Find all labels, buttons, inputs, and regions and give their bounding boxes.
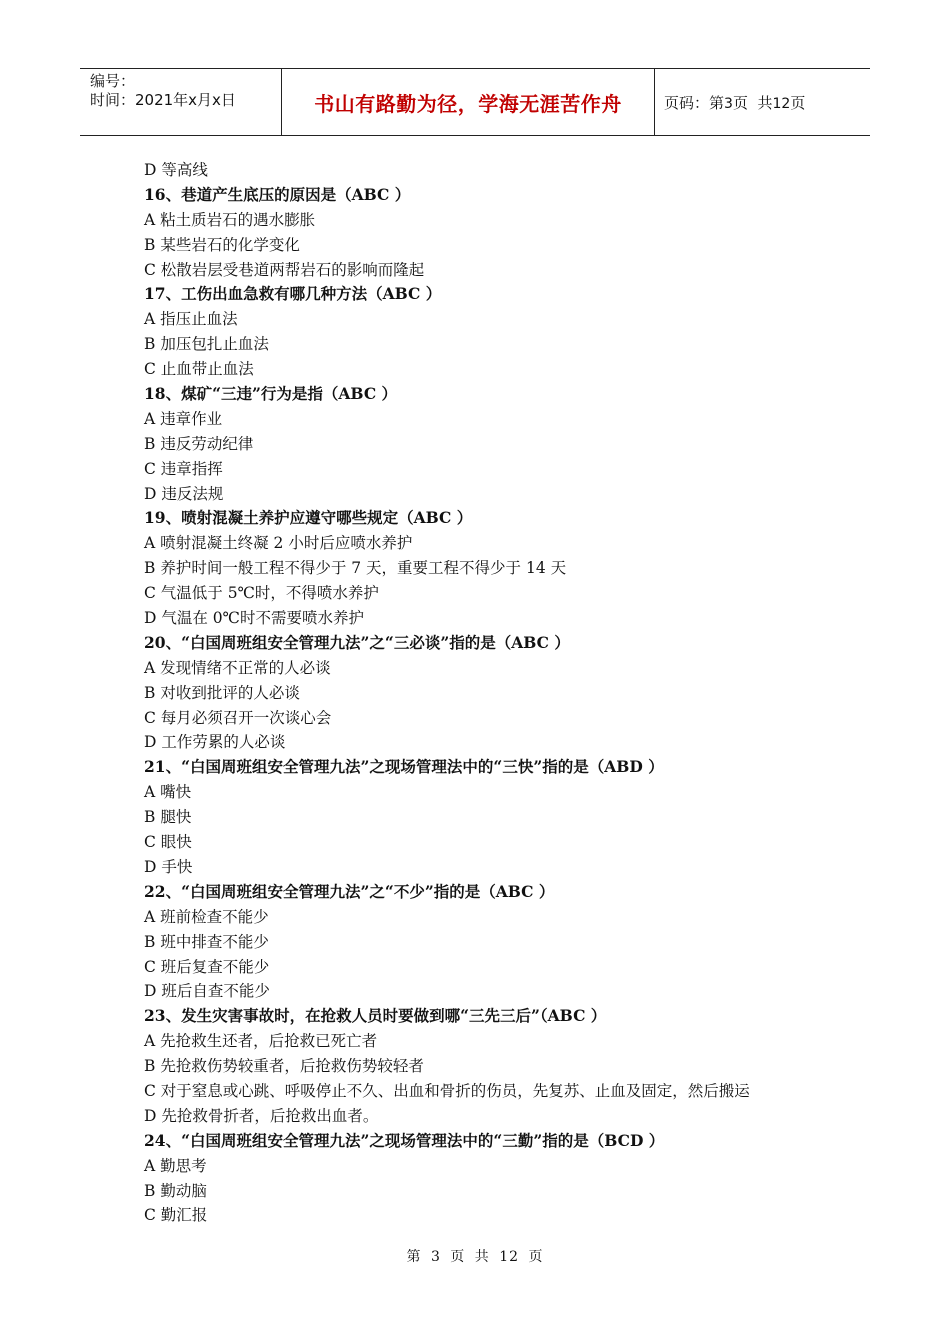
answer-option: D 等高线 xyxy=(144,161,208,179)
answer-option: A 粘土质岩石的遇水膨胀 xyxy=(144,210,316,229)
answer-option: B 腿快 xyxy=(144,808,192,827)
answer-option: B 违反劳动纪律 xyxy=(144,434,254,453)
answer-option: A 嘴快 xyxy=(144,783,192,802)
answer-option: D 班后自查不能少 xyxy=(144,982,270,1001)
page-header xyxy=(80,68,870,136)
document-time-label: 时间：2021年x月x日 xyxy=(90,91,236,109)
answer-option: C 对于窒息或心跳、呼吸停止不久、出血和骨折的伤员，先复苏、止血及固定，然后搬运 xyxy=(144,1081,750,1100)
answer-option: A 勤思考 xyxy=(144,1156,207,1175)
answer-option: D 气温在 0℃时不需要喷水养护 xyxy=(144,609,364,628)
page-current: 3 xyxy=(724,95,733,112)
answer-option: D 先抢救骨折者，后抢救出血者。 xyxy=(144,1106,379,1125)
answer-option: C 眼快 xyxy=(144,833,192,852)
answer-option: C 松散岩层受巷道两帮岩石的影响而隆起 xyxy=(144,260,425,279)
answer-option: A 先抢救生还者，后抢救已死亡者 xyxy=(144,1032,378,1051)
document-number-label: 编号： xyxy=(90,72,136,90)
answer-option: D 工作劳累的人必谈 xyxy=(144,733,286,752)
question-text: 18、煤矿“三违”行为是指（ABC ） xyxy=(144,384,398,404)
answer-option: A 违章作业 xyxy=(144,409,223,428)
answer-option: A 班前检查不能少 xyxy=(144,907,269,926)
answer-option: B 加压包扎止血法 xyxy=(144,335,269,354)
document-body xyxy=(144,158,844,1228)
answer-option: B 先抢救伤势较重者，后抢救伤势较轻者 xyxy=(144,1057,424,1076)
page-total: 12 xyxy=(772,95,791,112)
answer-option: C 勤汇报 xyxy=(144,1206,208,1225)
question-text: 16、巷道产生底压的原因是（ABC ） xyxy=(144,184,411,204)
answer-option: B 勤动脑 xyxy=(144,1181,207,1200)
answer-option: B 班中排查不能少 xyxy=(144,932,269,951)
answer-option: D 手快 xyxy=(144,857,193,876)
answer-option: A 发现情绪不正常的人必谈 xyxy=(144,658,331,677)
answer-option: B 某些岩石的化学变化 xyxy=(144,235,300,254)
answer-option: C 每月必须召开一次谈心会 xyxy=(144,708,332,727)
answer-option: A 指压止血法 xyxy=(144,310,238,329)
answer-option: C 气温低于 5℃时，不得喷水养护 xyxy=(144,584,379,603)
question-text: 19、喷射混凝土养护应遵守哪些规定（ABC ） xyxy=(144,508,473,528)
question-text: 24、“白国周班组安全管理九法”之现场管理法中的“三勤”指的是（BCD ） xyxy=(144,1130,665,1150)
answer-option: A 喷射混凝土终凝 2 小时后应喷水养护 xyxy=(144,534,413,553)
header-page-number xyxy=(664,92,805,113)
question-text: 22、“白国周班组安全管理九法”之“不少”指的是（ABC ） xyxy=(144,881,555,901)
answer-option: C 班后复查不能少 xyxy=(144,957,270,976)
header-page-cell xyxy=(655,69,870,135)
answer-option: C 止血带止血法 xyxy=(144,360,254,379)
question-text: 21、“白国周班组安全管理九法”之现场管理法中的“三快”指的是（ABD ） xyxy=(144,757,664,777)
page-footer: 第 3 页 共 12 页 xyxy=(406,1249,544,1265)
question-text: 23、发生灾害事故时，在抢救人员时要做到哪“三先三后”（ABC ） xyxy=(144,1006,607,1026)
question-text: 17、工伤出血急救有哪几种方法（ABC ） xyxy=(144,284,442,304)
page-label-prefix: 页码：第 xyxy=(664,93,725,112)
answer-option: C 违章指挥 xyxy=(144,459,223,478)
question-text: 20、“白国周班组安全管理九法”之“三必谈”指的是（ABC ） xyxy=(144,632,570,652)
header-info-cell xyxy=(80,69,281,135)
answer-option: D 违反法规 xyxy=(144,484,224,503)
answer-option: B 养护时间一般工程不得少于 7 天，重要工程不得少于 14 天 xyxy=(144,559,567,578)
answer-option: B 对收到批评的人必谈 xyxy=(144,683,300,702)
page-label-mid: 页 共 xyxy=(732,93,773,112)
header-motto: 书山有路勤为径，学海无涯苦作舟 xyxy=(314,91,622,116)
header-motto-cell xyxy=(281,69,655,135)
page-label-suffix: 页 xyxy=(790,93,806,112)
